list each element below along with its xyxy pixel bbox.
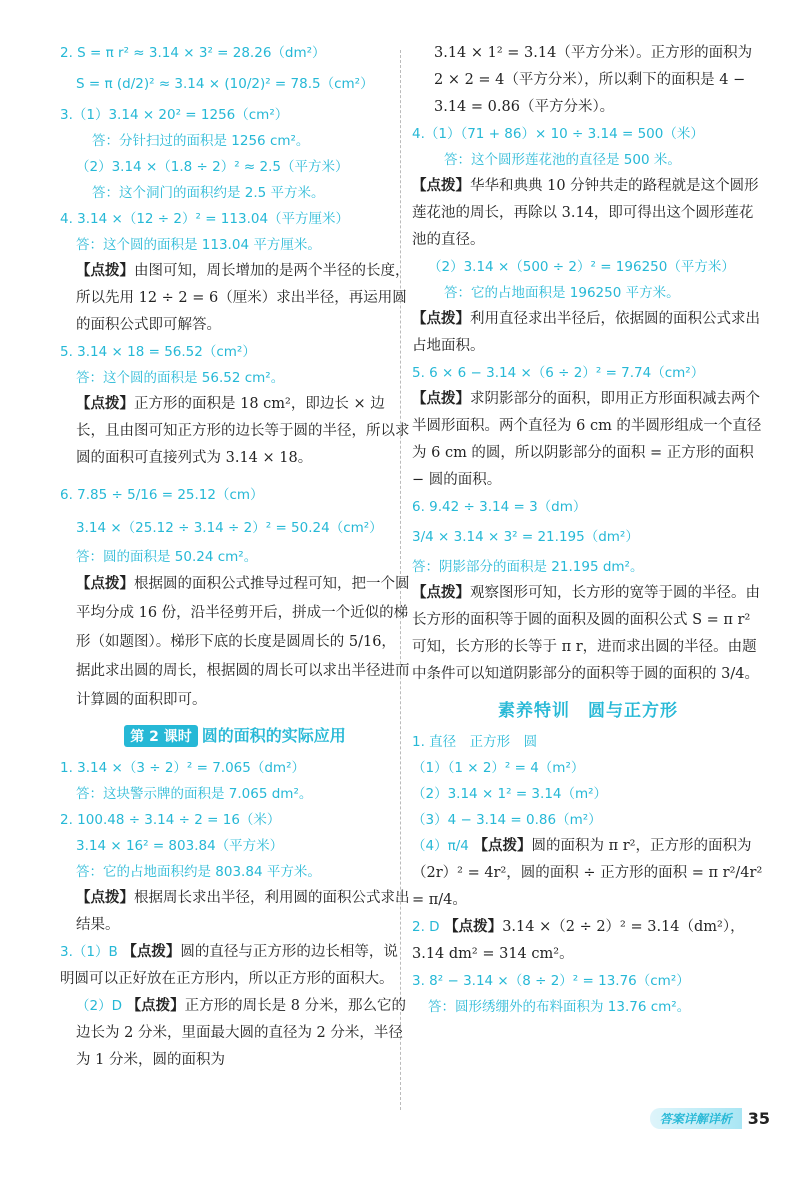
- tip-label: 【点拨】: [412, 178, 470, 194]
- answer-4-line: 4. 3.14 ×（12 ÷ 2）² = 113.04（平方厘米）: [60, 211, 350, 227]
- answer-4-tip-1: [412, 173, 764, 254]
- continued-text: 3.14 × 1² = 3.14（平方分米）。正方形的面积为 2 × 2 = 4（平方分米），所以剩下的面积是 4 − 3.14 = 0.86（平方分米）。: [434, 45, 753, 115]
- answer-2-line-2: S = π (d/2)² ≈ 3.14 × (10/2)² = 78.5（cm²）: [76, 76, 374, 92]
- tip-text: 根据圆的面积公式推导过程可知，把一个圆平均分成 16 份，沿半径剪开后，拼成一个近似的梯形（如题图）。梯形下底的长度是圆周长的 5/16，据此求出圆的周长，根据圆的周长可以求出半径进而计算圆的面积即可。: [76, 576, 410, 708]
- answer-6-line-2: 3.14 ×（25.12 ÷ 3.14 ÷ 2）² = 50.24（cm²）: [76, 520, 383, 536]
- tip-text: 圆的直径与正方形的边长相等，说明圆可以正好放在正方形内，所以正方形的面积大。: [60, 944, 398, 987]
- answer-4-part-2-result: 答：它的占地面积是 196250 平方米。: [444, 285, 680, 301]
- tip-label: 【点拨】: [473, 838, 532, 854]
- tip-text: 求阴影部分的面积，即用正方形面积减去两个半圆形面积。两个直径为 6 cm 的半圆形组成一个直径为 6 cm 的圆，所以阴影部分的面积 = 正方形的面积 − 圆的面积。: [412, 391, 762, 488]
- answer-4-result: 答：这个圆的面积是 113.04 平方厘米。: [76, 237, 321, 253]
- answer-choice: 2. D: [412, 919, 440, 935]
- answer-3-part-2: （2）3.14 ×（1.8 ÷ 2）² ≈ 2.5（平方米）: [76, 159, 349, 175]
- tip-label: 【点拨】: [126, 998, 185, 1014]
- lesson-answer-2-line-2: 3.14 × 16² = 803.84（平方米）: [76, 838, 284, 854]
- answer-6-result: 答：圆的面积是 50.24 cm²。: [76, 549, 258, 565]
- answer-choice: （4）π/4: [412, 838, 469, 854]
- answer-4-part-2: （2）3.14 ×（500 ÷ 2）² = 196250（平方米）: [428, 259, 735, 275]
- special-answer-1-part-1: （1）（1 × 2）² = 4（m²）: [412, 760, 585, 776]
- tip-label: 【点拨】: [412, 391, 470, 407]
- answer-6-line-1: 6. 7.85 ÷ 5/16 = 25.12（cm）: [60, 487, 264, 503]
- lesson-answer-2-tip: [60, 885, 410, 939]
- tip-text: 由图可知，周长增加的是两个半径的长度，所以先用 12 ÷ 2 = 6（厘米）求出半径，再运用圆的面积公式即可解答。: [76, 263, 410, 333]
- special-answer-3-result: 答：圆形绣绷外的布料面积为 13.76 cm²。: [428, 999, 691, 1015]
- tip-text: 圆的面积为 π r²，正方形的面积为（2r）² = 4r²，圆的面积 ÷ 正方形的面积 = π r²/4r² = π/4。: [412, 838, 763, 908]
- answer-5-line: 5. 3.14 × 18 = 56.52（cm²）: [60, 344, 256, 360]
- tip-label: 【点拨】: [444, 919, 503, 935]
- special-answer-1: 1. 直径 正方形 圆: [412, 734, 538, 750]
- tip-text: 利用直径求出半径后，依据圆的面积公式求出占地面积。: [412, 311, 760, 354]
- special-answer-3: 3. 8² − 3.14 ×（8 ÷ 2）² = 13.76（cm²）: [412, 973, 690, 989]
- lesson-answer-1-line: 1. 3.14 ×（3 ÷ 2）² = 7.065（dm²）: [60, 760, 305, 776]
- tip-label: 【点拨】: [76, 576, 134, 592]
- tip-label: 【点拨】: [412, 585, 470, 601]
- answer-5-tip: [60, 391, 410, 472]
- answer-4-tip-2: [412, 306, 764, 360]
- lesson-answer-3-part-1: [60, 939, 410, 993]
- lesson-answer-1-result: 答：这块警示牌的面积是 7.065 dm²。: [76, 786, 313, 802]
- tip-label: 【点拨】: [412, 311, 470, 327]
- lesson-badge: 第 2 课时: [124, 725, 198, 747]
- tip-label: 【点拨】: [122, 944, 181, 960]
- answer-3-part-2-result: 答：这个洞门的面积约是 2.5 平方米。: [92, 185, 325, 201]
- lesson-answer-2-line-1: 2. 100.48 ÷ 3.14 ÷ 2 = 16（米）: [60, 812, 281, 828]
- lesson-title: 圆的面积的实际应用: [201, 726, 346, 745]
- tip-label: 【点拨】: [76, 263, 134, 279]
- special-answer-1-part-2: （2）3.14 × 1² = 3.14（m²）: [412, 786, 608, 802]
- tip-text: 正方形的面积是 18 cm²，即边长 × 边长，且由图可知正方形的边长等于圆的半径，所以求圆的面积可直接列式为 3.14 × 18。: [76, 396, 410, 466]
- answer-4-tip: [60, 258, 410, 339]
- answer-6-result: 答：阴影部分的面积是 21.195 dm²。: [412, 559, 644, 575]
- tip-text: 正方形的周长是 8 分米，那么它的边长为 2 分米，里面最大圆的直径为 2 分米，半径为 1 分米，圆的面积为: [76, 998, 407, 1068]
- answer-choice: （2）D: [76, 998, 122, 1014]
- tip-text: 根据周长求出半径，利用圆的面积公式求出结果。: [76, 890, 410, 933]
- answer-4-part-1-result: 答：这个圆形莲花池的直径是 500 米。: [444, 152, 681, 168]
- answer-choice: 3.（1）B: [60, 944, 118, 960]
- page-number: 35: [747, 1109, 770, 1128]
- tip-label: 【点拨】: [76, 396, 134, 412]
- special-answer-1-part-3: （3）4 − 3.14 = 0.86（m²）: [412, 812, 602, 828]
- right-column: [412, 40, 764, 1020]
- special-answer-1-part-4: [412, 833, 764, 914]
- special-answer-2: [412, 914, 764, 968]
- special-training-heading: [412, 696, 764, 721]
- lesson-answer-3-part-2: [60, 993, 410, 1074]
- answer-2-line-1: 2. S = π r² ≈ 3.14 × 3² = 28.26（dm²）: [60, 45, 326, 61]
- answer-6-tip: [412, 580, 764, 688]
- lesson-heading: [60, 723, 410, 747]
- tip-label: 【点拨】: [76, 890, 134, 906]
- tip-text: 3.14 ×（2 ÷ 2）² = 3.14（dm²），3.14 dm² = 314 cm²。: [412, 919, 745, 962]
- tip-text: 华华和典典 10 分钟共走的路程就是这个圆形莲花池的周长，再除以 3.14，即可得出这个圆形莲花池的直径。: [412, 178, 759, 248]
- answer-3-part-1-result: 答：分针扫过的面积是 1256 cm²。: [92, 133, 310, 149]
- left-column: [60, 40, 410, 1074]
- answer-6-tip: [60, 570, 410, 715]
- tip-text: 观察图形可知，长方形的宽等于圆的半径。由长方形的面积等于圆的面积及圆的面积公式 S = π r² 可知，长方形的长等于 π r，进而求出圆的半径。由题中条件可以知道阴影部分的面积等于圆的面积的 3/4。: [412, 585, 760, 682]
- answer-5-result: 答：这个圆的面积是 56.52 cm²。: [76, 370, 285, 386]
- answer-6-line-1: 6. 9.42 ÷ 3.14 = 3（dm）: [412, 499, 587, 515]
- answer-3-part-1: 3.（1）3.14 × 20² = 1256（cm²）: [60, 107, 289, 123]
- special-training-title: 素养特训 圆与正方形: [498, 701, 678, 721]
- answer-5-tip: [412, 386, 764, 494]
- footer-tag: 答案详解详析: [650, 1108, 742, 1129]
- page-footer: [650, 1108, 770, 1129]
- answer-5-line: 5. 6 × 6 − 3.14 ×（6 ÷ 2）² = 7.74（cm²）: [412, 365, 705, 381]
- answer-6-line-2: 3/4 × 3.14 × 3² = 21.195（dm²）: [412, 529, 639, 545]
- answer-4-part-1: 4.（1）（71 + 86）× 10 ÷ 3.14 = 500（米）: [412, 126, 704, 142]
- lesson-answer-2-result: 答：它的占地面积约是 803.84 平方米。: [76, 864, 321, 880]
